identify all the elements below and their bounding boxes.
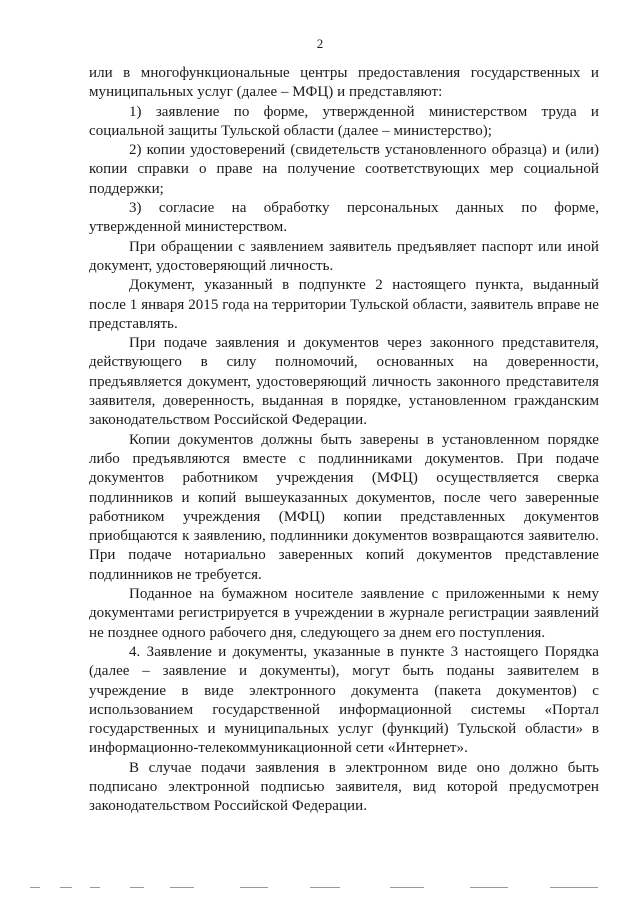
scan-mark: [390, 887, 424, 888]
paragraph-electronic-submission: 4. Заявление и документы, указанные в пункте 3 настоящего Порядка (далее – заявление и документы), могут быть поданы заявителем в учреждение в виде электронного документа (пакета документов) с использованием государственной информационной системы «Портал государственных и муниципальных услуг (функций) Тульской области» в информационно-телекоммуникационной сети «Интернет».: [89, 643, 599, 757]
document-body: [89, 64, 599, 817]
scan-mark: [240, 887, 268, 888]
scan-mark: [310, 887, 340, 888]
scan-footer-marks: [30, 887, 620, 891]
paragraph-item-3: 3) согласие на обработку персональных данных по форме, утвержденной министерством.: [89, 200, 599, 236]
paragraph-electronic-signature: В случае подачи заявления в электронном виде оно должно быть подписано электронной подписью заявителя, вид которой предусмотрен законодательством Российской Федерации.: [89, 759, 599, 815]
paragraph-registration: Поданное на бумажном носителе заявление с приложенными к нему документами регистрируется в учреждении в журнале регистрации заявлений не позднее одного рабочего дня, следующего за днем его поступления.: [89, 586, 599, 641]
paragraph-document-2015: Документ, указанный в подпункте 2 настоящего пункта, выданный после 1 января 2015 года на территории Тульской области, заявитель вправе не представлять.: [89, 277, 599, 332]
page-number: 2: [316, 36, 324, 51]
scan-mark: [550, 887, 598, 888]
paragraph-passport: При обращении с заявлением заявитель предъявляет паспорт или иной документ, удостоверяющий личность.: [89, 238, 599, 274]
scan-mark: [130, 887, 144, 888]
paragraph-copies: Копии документов должны быть заверены в установленном порядке либо предъявляются вместе с подлинниками документов. При подаче документов работником учреждения (МФЦ) осуществляется сверка подлинников и копий вышеуказанных документов, после чего заверенные работником учреждения (МФЦ) копии представленных документов приобщаются к заявлению, подлинники документов возвращаются заявителю. При подаче нотариально заверенных копий документов представление подлинников не требуется.: [89, 431, 599, 583]
paragraph-item-1: 1) заявление по форме, утвержденной министерством труда и социальной защиты Тульской области (далее – министерство);: [89, 103, 599, 139]
scan-mark: [470, 887, 508, 888]
scan-mark: [90, 887, 100, 888]
scan-mark: [60, 887, 72, 888]
scan-mark: [30, 887, 40, 888]
paragraph-continuation: или в многофункциональные центры предоставления государственных и муниципальных услуг (далее – МФЦ) и представляют:: [89, 65, 599, 101]
paragraph-item-2: 2) копии удостоверений (свидетельств установленного образца) и (или) копии справки о праве на получение соответствующих мер социальной поддержки;: [89, 142, 599, 197]
scan-mark: [170, 887, 194, 888]
paragraph-legal-representative: При подаче заявления и документов через законного представителя, действующего в силу полномочий, основанных на доверенности, предъявляется документ, удостоверяющий личность законного представителя заявителя, доверенность, выданная в порядке, установленном гражданским законодательством Российской Федерации.: [89, 335, 599, 429]
